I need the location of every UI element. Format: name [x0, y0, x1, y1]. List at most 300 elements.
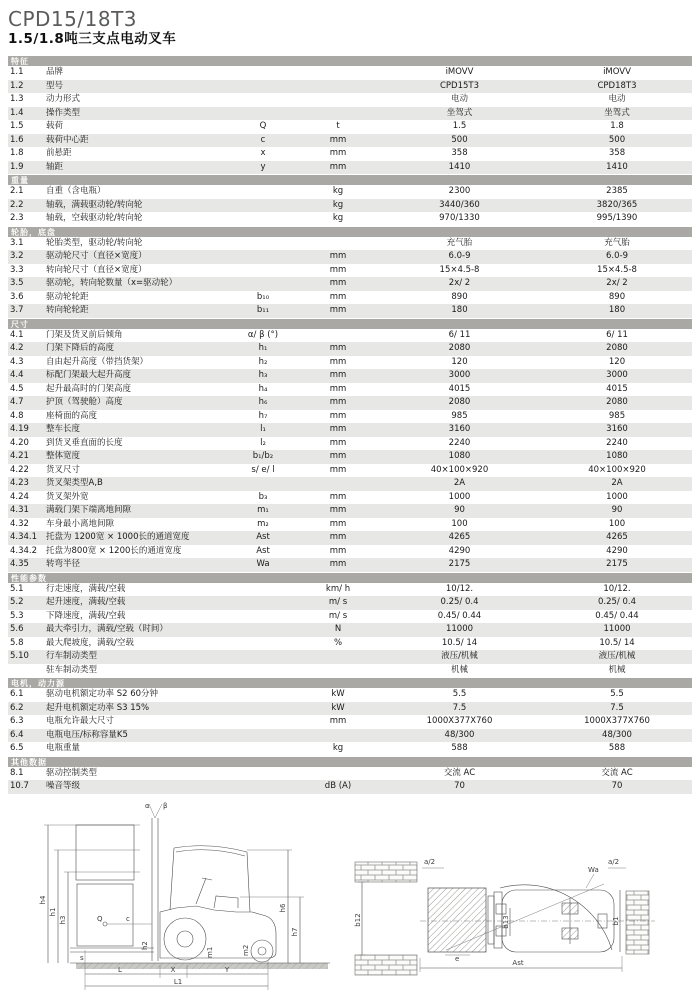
- spec-table: [8, 55, 692, 794]
- row-symbol: [227, 237, 299, 251]
- row-value-cpd15t3: 90: [454, 505, 465, 515]
- row-description: 托盘为 1200宽 × 1000长的通道宽度: [46, 532, 190, 542]
- row-value-cpd15t3: 890: [451, 291, 468, 302]
- row-value-cpd18t3: 坐驾式: [604, 107, 630, 118]
- row-value-cpd15t3: 0.45/ 0.44: [437, 610, 482, 621]
- row-unit: kW: [331, 689, 345, 699]
- row-unit: N: [334, 624, 342, 634]
- row-value-cpd15t3: 4265: [448, 532, 471, 542]
- row-description: 整车长度: [46, 424, 81, 434]
- table-row: [8, 237, 692, 251]
- row-symbol: h₇: [258, 410, 268, 421]
- row-value-cpd18t3: 2385: [606, 186, 628, 196]
- table-row: [8, 450, 692, 464]
- row-number: 1.1: [10, 67, 24, 77]
- row-value-cpd15t3: 2300: [448, 186, 471, 196]
- row-symbol: [227, 688, 299, 702]
- table-row: [8, 650, 692, 664]
- row-unit: [299, 80, 377, 94]
- row-value-cpd15t3: 5.5: [452, 689, 467, 699]
- table-row: [8, 277, 692, 291]
- row-description: 起升最高时的门架高度: [46, 383, 132, 394]
- row-description: 品牌: [46, 67, 64, 77]
- row-value-cpd18t3: 6.0-9: [606, 251, 628, 261]
- row-symbol: [227, 199, 299, 213]
- row-number: 6.4: [10, 729, 24, 740]
- pallet: [428, 888, 486, 952]
- section-header: 轮胎，底盘: [8, 226, 692, 237]
- row-value-cpd18t3: 5.5: [610, 689, 624, 699]
- row-value-cpd18t3: 0.25/ 0.4: [597, 597, 636, 607]
- row-unit: mm: [329, 518, 347, 529]
- row-description: 到货叉垂直面的长度: [46, 437, 123, 448]
- dim-label-beta: β: [163, 802, 168, 810]
- dim-label-alpha: α: [145, 802, 150, 810]
- row-description: 驻车制动类型: [46, 664, 98, 675]
- row-value-cpd15t3: 2080: [448, 397, 471, 407]
- row-symbol: l₂: [260, 437, 266, 448]
- row-description: 电瓶重量: [46, 743, 81, 753]
- row-number: 4.22: [10, 464, 29, 475]
- row-symbol: [227, 477, 299, 491]
- row-unit: [299, 107, 377, 121]
- wall-top-left: [355, 862, 417, 882]
- table-row: [8, 715, 692, 729]
- row-value-cpd15t3: 充气胎: [446, 237, 473, 248]
- dim-label-a2-right: a/2: [608, 858, 620, 866]
- row-number: 4.24: [10, 491, 29, 502]
- row-number: 5.2: [10, 597, 24, 607]
- dim-label-Y: Y: [224, 966, 230, 974]
- row-unit: mm: [329, 491, 347, 502]
- row-description: 行车制动类型: [46, 651, 98, 661]
- row-description: 车身最小离地间隙: [46, 518, 115, 529]
- table-row: [8, 437, 692, 451]
- row-value-cpd15t3: 358: [451, 148, 468, 158]
- row-symbol: α/ β (°): [247, 329, 279, 340]
- row-unit: kW: [331, 702, 345, 713]
- row-unit: mm: [329, 305, 347, 315]
- row-value-cpd18t3: 11000: [603, 624, 631, 634]
- row-value-cpd18t3: 4290: [606, 545, 628, 556]
- table-row: [8, 199, 692, 213]
- row-unit: %: [333, 637, 343, 648]
- section-header: 电机，动力源: [8, 677, 692, 688]
- page-subtitle: 1.5/1.8吨三支点电动叉车: [8, 31, 177, 47]
- row-value-cpd15t3: 坐驾式: [446, 107, 473, 118]
- row-value-cpd18t3: 10/12.: [603, 583, 631, 594]
- table-row: [8, 664, 692, 678]
- dim-label-h3: h3: [59, 915, 67, 925]
- row-unit: mm: [329, 264, 347, 275]
- row-unit: mm: [329, 370, 347, 380]
- truck-body-outline: [160, 906, 276, 958]
- table-row: [8, 504, 692, 518]
- row-value-cpd18t3: 70: [611, 781, 623, 791]
- row-number: 1.9: [10, 161, 24, 172]
- row-value-cpd15t3: 120: [451, 356, 468, 367]
- row-symbol: [227, 610, 299, 624]
- row-description: 自重（含电瓶）: [46, 186, 106, 196]
- row-description: 自由起升高度（带挡货架）: [46, 356, 149, 367]
- row-symbol: [227, 637, 299, 651]
- row-description: 轴载，满载驱动轮/转向轮: [46, 199, 143, 210]
- row-number: 3.2: [10, 251, 24, 261]
- row-unit: kg: [332, 186, 344, 196]
- table-row: [8, 212, 692, 226]
- row-value-cpd15t3: 2080: [448, 343, 471, 353]
- table-row: [8, 702, 692, 716]
- row-number: 4.23: [10, 478, 29, 488]
- section-header: 重量: [8, 174, 692, 185]
- row-value-cpd15t3: 48/300: [444, 729, 475, 740]
- row-description: 门架下降后的高度: [46, 343, 115, 353]
- row-value-cpd18t3: 500: [608, 134, 626, 145]
- dim-label-X: X: [170, 966, 176, 974]
- row-value-cpd18t3: 180: [608, 305, 626, 315]
- table-row: [8, 423, 692, 437]
- row-description: 电瓶允许最大尺寸: [46, 716, 115, 726]
- row-unit: t: [336, 121, 340, 131]
- row-number: 1.3: [10, 94, 24, 104]
- row-symbol: [227, 250, 299, 264]
- diagram-area: [0, 800, 700, 993]
- row-value-cpd15t3: 1000X377X760: [426, 716, 493, 726]
- row-value-cpd15t3: iMOVV: [445, 67, 474, 77]
- row-description: 转弯半径: [46, 559, 81, 569]
- wall-right: [626, 891, 649, 954]
- row-symbol: [227, 66, 299, 80]
- row-number: 2.2: [10, 199, 24, 210]
- row-value-cpd15t3: 4015: [448, 383, 471, 394]
- table-row: [8, 342, 692, 356]
- row-value-cpd15t3: 985: [451, 410, 468, 421]
- table-row: [8, 107, 692, 121]
- row-unit: [299, 93, 377, 107]
- row-symbol: x: [260, 148, 266, 158]
- row-number: 4.34.2: [10, 545, 38, 556]
- dim-label-q: Q: [97, 915, 103, 923]
- row-value-cpd18t3: 充气胎: [604, 237, 630, 248]
- row-value-cpd18t3: 890: [608, 291, 626, 302]
- row-value-cpd15t3: 液压/机械: [441, 651, 478, 661]
- row-number: 4.3: [10, 356, 24, 367]
- row-symbol: [227, 780, 299, 794]
- table-row: [8, 623, 692, 637]
- row-value-cpd18t3: 液压/机械: [598, 651, 636, 661]
- row-symbol: [227, 264, 299, 278]
- section-header: 尺寸: [8, 318, 692, 329]
- table-row: [8, 531, 692, 545]
- row-unit: mm: [329, 278, 347, 288]
- row-unit: mm: [329, 410, 347, 421]
- row-number: 10.7: [10, 781, 29, 791]
- row-value-cpd18t3: 3000: [606, 370, 628, 380]
- row-value-cpd18t3: 2080: [606, 397, 628, 407]
- row-symbol: [227, 715, 299, 729]
- row-value-cpd18t3: 1000X377X760: [584, 716, 650, 726]
- row-description: 轴距: [46, 161, 64, 172]
- row-unit: dB (A): [324, 781, 352, 791]
- row-description: 座椅面的高度: [46, 410, 98, 421]
- row-symbol: [227, 742, 299, 756]
- table-row: [8, 477, 692, 491]
- row-number: 4.7: [10, 397, 24, 407]
- table-row: [8, 396, 692, 410]
- row-value-cpd15t3: 11000: [445, 624, 474, 634]
- row-symbol: [227, 623, 299, 637]
- row-value-cpd18t3: 40×100×920: [588, 464, 646, 475]
- row-unit: [299, 767, 377, 781]
- row-unit: mm: [329, 505, 347, 515]
- dim-label-b13: b13: [502, 915, 510, 929]
- row-unit: mm: [329, 161, 347, 172]
- section-header: 性能参数: [8, 572, 692, 583]
- row-number: 8.1: [10, 767, 24, 778]
- row-symbol: Ast: [256, 532, 270, 542]
- row-value-cpd15t3: 6.0-9: [448, 251, 471, 261]
- row-unit: kg: [332, 743, 344, 753]
- row-symbol: h₂: [258, 356, 268, 367]
- table-row: [8, 66, 692, 80]
- row-unit: m/ s: [328, 610, 348, 621]
- table-row: [8, 583, 692, 597]
- row-number: 4.2: [10, 343, 24, 353]
- row-number: 4.4: [10, 370, 24, 380]
- row-unit: mm: [329, 545, 347, 556]
- row-value-cpd18t3: 358: [608, 148, 626, 158]
- row-symbol: [227, 93, 299, 107]
- row-value-cpd15t3: 3000: [448, 370, 471, 380]
- row-symbol: b₃: [258, 491, 268, 502]
- row-description: 驱动电机额定功率 S2 60分钟: [46, 689, 159, 699]
- row-unit: mm: [329, 451, 347, 461]
- row-unit: [299, 66, 377, 80]
- row-description: 最大牵引力，满载/空载（时间）: [46, 624, 168, 634]
- table-row: [8, 291, 692, 305]
- row-description: 满载门架下端离地间隙: [46, 505, 132, 515]
- row-description: 载荷中心距: [46, 134, 89, 145]
- row-number: 4.8: [10, 410, 24, 421]
- table-row: [8, 596, 692, 610]
- section-header: 其他数据: [8, 756, 692, 767]
- row-unit: mm: [329, 716, 347, 726]
- row-number: 1.8: [10, 148, 24, 158]
- row-unit: mm: [329, 532, 347, 542]
- table-row: [8, 610, 692, 624]
- row-number: 5.6: [10, 624, 24, 634]
- row-description: 驱动轮尺寸（直径×宽度）: [46, 251, 147, 261]
- row-unit: m/ s: [328, 597, 348, 607]
- row-value-cpd18t3: 4015: [606, 383, 628, 394]
- row-value-cpd18t3: 0.45/ 0.44: [595, 610, 639, 621]
- row-unit: mm: [329, 148, 347, 158]
- row-number: 3.6: [10, 291, 24, 302]
- row-value-cpd18t3: 机械: [608, 664, 626, 675]
- row-number: 4.31: [10, 505, 29, 515]
- row-unit: mm: [329, 437, 347, 448]
- front-wheel: [164, 918, 206, 960]
- table-row: [8, 304, 692, 318]
- dim-label-e: e: [455, 955, 460, 963]
- row-value-cpd18t3: 4265: [606, 532, 628, 542]
- row-value-cpd18t3: 1000: [606, 491, 628, 502]
- dim-label-b1: b1: [612, 916, 620, 926]
- row-description: 操作类型: [46, 107, 81, 118]
- table-row: [8, 491, 692, 505]
- row-value-cpd18t3: 100: [608, 518, 626, 529]
- row-number: 4.1: [10, 329, 24, 340]
- row-symbol: m₁: [257, 505, 269, 515]
- row-value-cpd18t3: 3820/365: [596, 199, 638, 210]
- table-row: [8, 264, 692, 278]
- row-symbol: [227, 729, 299, 743]
- row-symbol: Q: [259, 121, 267, 131]
- table-row: [8, 161, 692, 175]
- row-symbol: b₁₁: [256, 305, 270, 315]
- row-unit: [299, 664, 377, 678]
- row-unit: mm: [329, 383, 347, 394]
- row-description: 驱动轮，转向轮数量（x=驱动轮）: [46, 278, 178, 288]
- row-value-cpd18t3: 2240: [606, 437, 628, 448]
- dim-label-wa: Wa: [588, 866, 599, 874]
- table-row: [8, 742, 692, 756]
- row-description: 起升电机额定功率 S3 15%: [46, 702, 150, 713]
- row-unit: mm: [329, 343, 347, 353]
- row-value-cpd15t3: 7.5: [452, 702, 467, 713]
- row-value-cpd18t3: 48/300: [602, 729, 632, 740]
- row-number: 3.5: [10, 278, 24, 288]
- table-row: [8, 369, 692, 383]
- row-unit: [299, 729, 377, 743]
- row-value-cpd18t3: 7.5: [610, 702, 624, 713]
- table-row: [8, 120, 692, 134]
- table-row: [8, 356, 692, 370]
- table-row: [8, 637, 692, 651]
- row-value-cpd15t3: 180: [451, 305, 468, 315]
- row-symbol: h₁: [258, 343, 268, 353]
- row-symbol: [227, 596, 299, 610]
- row-value-cpd15t3: 交流 AC: [443, 767, 476, 778]
- row-value-cpd15t3: CPD15T3: [439, 80, 480, 91]
- row-value-cpd15t3: 15×4.5-8: [439, 264, 480, 275]
- row-description: 转向轮尺寸（直径×宽度）: [46, 264, 147, 275]
- row-value-cpd15t3: 机械: [450, 664, 468, 675]
- row-number: 3.7: [10, 305, 24, 315]
- row-symbol: [227, 212, 299, 226]
- row-value-cpd18t3: 3160: [606, 424, 628, 434]
- dim-label-a2-left: a/2: [424, 858, 436, 866]
- row-symbol: [227, 107, 299, 121]
- dim-label-ast: Ast: [512, 959, 524, 967]
- row-description: 最大爬坡度，满载/空载: [46, 637, 134, 648]
- row-number: 5.3: [10, 610, 24, 621]
- row-value-cpd18t3: CPD18T3: [597, 80, 637, 91]
- row-value-cpd18t3: 2A: [611, 478, 623, 488]
- dim-label-m2: m2: [242, 944, 250, 956]
- row-number: 6.2: [10, 702, 24, 713]
- seat: [214, 896, 238, 908]
- row-value-cpd15t3: 70: [454, 781, 465, 791]
- row-description: 动力形式: [46, 94, 81, 104]
- row-symbol: l₁: [260, 424, 266, 434]
- table-row: [8, 80, 692, 94]
- row-value-cpd18t3: iMOVV: [603, 67, 631, 77]
- row-unit: [299, 329, 377, 343]
- row-value-cpd18t3: 交流 AC: [601, 767, 633, 778]
- row-unit: kg: [332, 213, 344, 223]
- row-description: 门架及货叉前后倾角: [46, 329, 123, 340]
- dim-label-c: c: [126, 915, 130, 923]
- row-number: 6.1: [10, 689, 24, 699]
- row-unit: mm: [329, 356, 347, 367]
- row-value-cpd15t3: 500: [451, 134, 468, 145]
- row-description: 货叉尺寸: [46, 464, 81, 475]
- row-symbol: s/ e/ l: [251, 464, 275, 475]
- row-number: 5.8: [10, 637, 24, 648]
- table-row: [8, 464, 692, 478]
- table-row: [8, 134, 692, 148]
- row-value-cpd15t3: 电动: [450, 94, 468, 104]
- row-symbol: Wa: [256, 559, 270, 569]
- row-value-cpd15t3: 1080: [448, 451, 471, 461]
- row-description: 噪音等级: [46, 781, 81, 791]
- row-number: 4.32: [10, 518, 29, 529]
- row-number: 6.5: [10, 743, 24, 753]
- row-symbol: y: [260, 161, 266, 172]
- row-symbol: h₆: [258, 397, 268, 407]
- row-value-cpd18t3: 1410: [606, 161, 628, 172]
- row-description: 标配门架最大起升高度: [46, 370, 132, 380]
- table-row: [8, 558, 692, 572]
- row-value-cpd15t3: 2175: [448, 559, 471, 569]
- row-symbol: c: [260, 134, 266, 145]
- row-description: 货叉架类型A,B: [46, 478, 103, 488]
- table-row: [8, 329, 692, 343]
- row-unit: mm: [329, 464, 347, 475]
- row-description: 型号: [46, 80, 64, 91]
- section-header: 特征: [8, 55, 692, 66]
- row-symbol: [227, 583, 299, 597]
- row-description: 轴载，空载驱动轮/转向轮: [46, 213, 143, 223]
- row-description: 下降速度，满载/空载: [46, 610, 126, 621]
- row-number: 5.1: [10, 583, 24, 594]
- row-number: 3.3: [10, 264, 24, 275]
- row-value-cpd15t3: 40×100×920: [430, 464, 489, 475]
- dim-label-h4: h4: [39, 895, 47, 905]
- dim-label-L1: L1: [173, 978, 183, 986]
- row-value-cpd15t3: 2x/ 2: [448, 278, 471, 288]
- row-number: 1.5: [10, 121, 24, 131]
- row-symbol: [227, 277, 299, 291]
- row-value-cpd18t3: 2080: [606, 343, 628, 353]
- row-value-cpd15t3: 100: [451, 518, 468, 529]
- row-value-cpd18t3: 995/1390: [596, 213, 638, 223]
- row-value-cpd18t3: 2x/ 2: [606, 278, 628, 288]
- row-value-cpd15t3: 2A: [453, 478, 466, 488]
- row-description: 起升速度，满载/空载: [46, 597, 126, 607]
- row-value-cpd18t3: 电动: [608, 94, 626, 104]
- row-unit: mm: [329, 291, 347, 302]
- table-row: [8, 545, 692, 559]
- row-unit: [299, 650, 377, 664]
- forklift-side-view-diagram: [0, 800, 350, 993]
- table-row: [8, 780, 692, 794]
- dim-label-h1: h1: [49, 907, 57, 917]
- row-description: 转向轮轮距: [46, 305, 89, 315]
- row-unit: kg: [332, 199, 344, 210]
- row-value-cpd15t3: 3440/360: [439, 199, 480, 210]
